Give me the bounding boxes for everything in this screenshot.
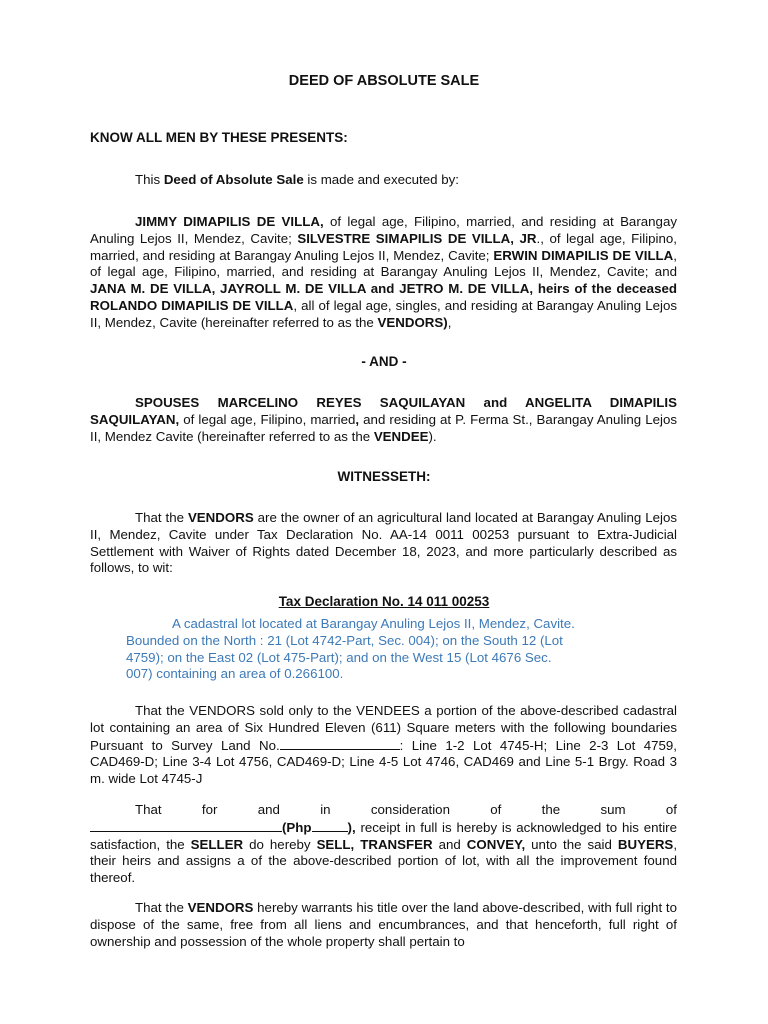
survey-number-blank xyxy=(280,737,400,750)
amount-figure-blank xyxy=(312,819,348,832)
tax-declaration-description: A cadastral lot located at Barangay Anuling Lejos II, Mendez, Cavite. Bounded on the North : 21 (Lot 4742-Part, Sec. 004); on the South 12 (Lot 4759); on the East 02 (Lot 475-Part); and on the West 15 (Lot 4676 Sec. 007) containing an area of 0.266100. xyxy=(126,616,575,682)
sold-paragraph: That the VENDORS sold only to the VENDEES a portion of the above-described cadastral lot containing an area of Six Hundred Eleven (611) Square meters with the following boundaries Pursuant to Survey Land No. : Line 1-2 Lot 4745-H; Line 2-3 Lot 4759, CAD469-D; Line 3-4 Lot 4756, CAD469-D; Line 4-5 Lot 4746, CAD469 and Line 5-1 Brgy. Road 3 m. wide Lot 4745-J xyxy=(90,703,677,787)
vendee-paragraph: SPOUSES MARCELINO REYES SAQUILAYAN and ANGELITA DIMAPILIS SAQUILAYAN, of legal age, Filipino, married, and residing at P. Ferma St., Barangay Anuling Lejos II, Mendez Cavite (hereinafter referred to as the VENDEE). xyxy=(90,395,677,444)
tax-declaration-heading: Tax Declaration No. 14 011 00253 xyxy=(278,594,490,609)
vendors-paragraph: JIMMY DIMAPILIS DE VILLA, of legal age, Filipino, married, and residing at Barangay Anuling Lejos II, Mendez, Cavite; SILVESTRE SIMAPILIS DE VILLA, JR., of legal age, Filipino, married, and residing at Barangay Anuling Lejos II, Mendez, Cavite; ERWIN DIMAPILIS DE VILLA, of legal age, Filipino, married, and residing at Barangay Anuling Lejos II, Mendez, Cavite; and JANA M. DE VILLA, JAYROLL M. DE VILLA and JETRO M. DE VILLA, heirs of the deceased ROLANDO DIMAPILIS DE VILLA, all of legal age, singles, and residing at Barangay Anuling Lejos II, Mendez, Cavite (hereinafter referred to as the VENDORS), xyxy=(90,214,677,330)
document-title: DEED OF ABSOLUTE SALE xyxy=(288,73,480,89)
consideration-first-line: That for and in consideration of the sum of xyxy=(135,802,677,817)
know-all-heading: KNOW ALL MEN BY THESE PRESENTS: xyxy=(90,130,348,145)
owner-paragraph: That the VENDORS are the owner of an agricultural land located at Barangay Anuling Lejos II, Mendez, Cavite under Tax Declaration No. AA-14 0011 00253 pursuant to Extra-Judicial Settlement with Waiver of Rights dated December 18, 2023, and more particularly described as follows, to wit: xyxy=(90,510,677,576)
consideration-paragraph: That for and in consideration of the sum of (Php ), receipt in full is hereby is acknowledged to his entire satisfaction, the SELLER do hereby SELL, TRANSFER and CONVEY, unto the said BUYERS, their heirs and assigns a of the above-described portion of lot, with all the improvement found thereof. xyxy=(90,802,678,886)
warranty-paragraph: That the VENDORS hereby warrants his title over the land above-described, with full right to dispose of the same, free from all liens and encumbrances, and that henceforth, full right of ownership and possession of the whole property shall pertain to xyxy=(90,900,677,949)
witnesseth-heading: WITNESSETH: xyxy=(337,469,431,484)
and-separator: - AND - xyxy=(361,354,407,369)
amount-words-blank xyxy=(90,819,282,832)
intro-paragraph: This Deed of Absolute Sale is made and executed by: xyxy=(135,172,459,187)
